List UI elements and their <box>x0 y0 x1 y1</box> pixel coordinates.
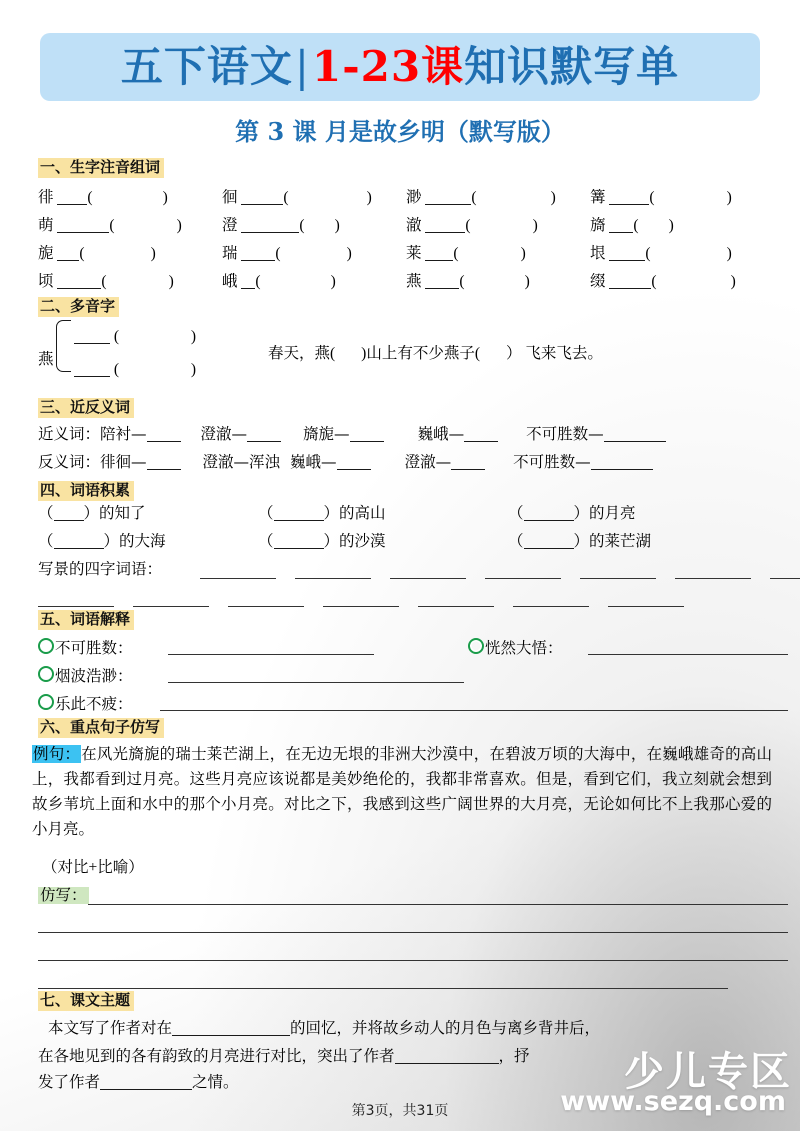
vocab-entry <box>590 274 736 290</box>
paren-open: ( <box>633 217 639 234</box>
definition-blank-2[interactable] <box>588 654 788 655</box>
collocation-tail: ）的莱芒湖 <box>573 533 652 550</box>
banner-part1: 五下语文 <box>120 42 293 91</box>
collocation-tail: ）的月亮 <box>573 505 636 522</box>
four-char-blank[interactable] <box>323 606 399 607</box>
watermark-brand: 少儿专区 <box>624 1049 792 1095</box>
collocation-blank[interactable] <box>274 520 324 521</box>
paren-open: ( <box>471 189 477 206</box>
paren-open: （ <box>38 533 54 550</box>
answer-blank[interactable] <box>350 441 384 442</box>
collocation-blank[interactable] <box>54 520 84 521</box>
theme-blank-3[interactable] <box>100 1089 192 1090</box>
paren-open: （ <box>508 505 524 522</box>
four-char-blank[interactable] <box>38 606 114 607</box>
vocab-entry <box>222 190 372 206</box>
four-char-blank[interactable] <box>513 606 589 607</box>
collocation-item[interactable] <box>258 534 386 550</box>
paren-open: ( <box>283 189 289 206</box>
example-note: （对比+比喻） <box>42 859 144 876</box>
paren-open: ( <box>101 273 107 290</box>
paren-open: ( <box>109 217 115 234</box>
polyphone-blank-2: ( ) <box>74 362 196 378</box>
theme-line-1: 本文写了作者对在 的回忆，并将故乡动人的月色与离乡背井后， <box>48 1019 601 1037</box>
collocation-blank[interactable] <box>54 548 104 549</box>
vocab-char: 旖 <box>590 217 610 234</box>
section-heading-7: 七、课文主题 <box>38 991 134 1011</box>
collocation-item[interactable] <box>38 506 146 522</box>
vocab-char: 垠 <box>590 245 610 262</box>
pinyin-blank[interactable] <box>57 232 109 233</box>
four-char-blank[interactable] <box>295 578 371 579</box>
word-pair <box>513 453 653 471</box>
four-char-blank[interactable] <box>485 578 561 579</box>
definition-item-1: 不可胜数： <box>38 638 133 657</box>
vocab-char: 萌 <box>38 217 58 234</box>
ring-bullet-icon <box>38 694 54 710</box>
antonym-row <box>38 455 653 471</box>
imitate-label: 仿写： <box>40 887 87 904</box>
vocab-entry <box>406 246 526 262</box>
word-pair <box>100 425 201 443</box>
word-pair-label: 巍峨— <box>290 453 337 471</box>
collocation-blank[interactable] <box>524 520 574 521</box>
vocab-char: 瑞 <box>222 245 242 262</box>
pinyin-blank[interactable] <box>241 204 283 205</box>
vocab-entry <box>406 218 538 234</box>
collocation-blank[interactable] <box>274 548 324 549</box>
polyphone-blank-1: ( ) <box>74 329 196 345</box>
word-pair-label: 巍峨— <box>417 425 465 443</box>
definition-blank-3[interactable] <box>168 682 464 683</box>
definition-item-3: 烟波浩渺： <box>38 666 133 685</box>
imitate-blank-line[interactable] <box>88 904 788 905</box>
imitate-label-wrap <box>38 888 89 904</box>
answer-blank[interactable] <box>147 441 181 442</box>
collocation-tail: ）的大海 <box>103 533 166 550</box>
example-label: 例句： <box>33 745 81 763</box>
synonym-row <box>38 427 666 443</box>
word-pair-label: 陪衬— <box>100 425 147 443</box>
paren-close: ) <box>550 189 556 206</box>
section-heading-2: 二、多音字 <box>38 297 119 317</box>
paren-close: ) <box>346 245 352 262</box>
answer-blank[interactable] <box>604 441 666 442</box>
word-pair-label: 不可胜数— <box>526 425 604 443</box>
pinyin-blank[interactable] <box>425 232 465 233</box>
paren-open: ( <box>453 245 459 262</box>
vocab-entry <box>38 274 174 290</box>
pinyin-blank[interactable] <box>425 260 453 261</box>
paren-open: ( <box>459 273 465 290</box>
paren-close: ) <box>532 217 538 234</box>
antonym-label: 反义词： <box>38 453 101 471</box>
page-footer: 第3页，共31页 <box>351 1103 449 1119</box>
paren-open: ( <box>299 217 305 234</box>
banner-part3: 知识默写单 <box>464 42 680 91</box>
word-pair-label: 澄澈— <box>200 425 248 443</box>
pinyin-blank[interactable] <box>241 288 255 289</box>
vocab-char: 缀 <box>590 273 610 290</box>
collocation-item[interactable] <box>258 506 386 522</box>
paren-open: （ <box>508 533 524 550</box>
vocab-char: 峨 <box>222 273 242 290</box>
word-pair-label: 澄澈— <box>404 453 452 471</box>
four-char-label: 写景的四字词语： <box>38 560 163 578</box>
ring-bullet-icon <box>38 638 54 654</box>
paren-close: ) <box>726 189 732 206</box>
word-pair <box>201 425 304 443</box>
title-banner <box>40 33 760 101</box>
vocab-char: 顷 <box>38 273 58 290</box>
four-char-blank[interactable] <box>608 606 684 607</box>
pinyin-blank[interactable] <box>609 288 651 289</box>
word-pair <box>100 453 203 471</box>
word-pair-label: 徘徊— <box>100 453 147 471</box>
imitate-blank-line[interactable] <box>38 988 728 989</box>
vocab-char: 徘 <box>38 189 58 206</box>
word-pair <box>418 425 527 443</box>
watermark-url: www.sezq.com <box>560 1086 786 1117</box>
theme-line-2: 在各地见到的各有韵致的月亮进行对比，突出了作者 ，抒 <box>38 1047 530 1065</box>
example-paragraph <box>32 742 772 842</box>
paren-open: ( <box>79 245 85 262</box>
paren-open: ( <box>645 245 651 262</box>
four-char-blank[interactable] <box>770 578 800 579</box>
ring-bullet-icon <box>38 666 54 682</box>
paren-open: （ <box>258 533 274 550</box>
polyphone-char: 燕 <box>38 351 54 368</box>
ring-bullet-icon <box>468 638 484 654</box>
vocab-char: 莱 <box>406 245 426 262</box>
polyphone-sentence: 春天，燕( )山上有不少燕子( ） 飞来飞去。 <box>268 345 603 362</box>
synonym-label: 近义词： <box>38 425 101 443</box>
paren-open: ( <box>275 245 281 262</box>
vocab-entry <box>406 274 530 290</box>
theme-blank-1[interactable] <box>172 1035 290 1036</box>
collocation-item[interactable] <box>38 534 166 550</box>
four-char-blank[interactable] <box>418 606 494 607</box>
word-pair <box>405 453 514 471</box>
four-char-blank[interactable] <box>133 606 209 607</box>
four-char-blank[interactable] <box>675 578 751 579</box>
theme-line-3: 发了作者 之情。 <box>38 1073 239 1091</box>
section-heading-6: 六、重点句子仿写 <box>38 718 164 738</box>
collocation-tail: ）的高山 <box>323 505 386 522</box>
vocab-entry <box>222 274 336 290</box>
collocation-tail: ）的知了 <box>83 505 146 522</box>
paren-close: ) <box>150 245 156 262</box>
paren-open: （ <box>38 505 54 522</box>
paren-close: ) <box>334 217 340 234</box>
vocab-char: 旎 <box>38 245 58 262</box>
banner-title <box>120 42 680 91</box>
paren-open: ( <box>87 189 93 206</box>
vocab-entry <box>590 218 674 234</box>
collocation-tail: ）的沙漠 <box>323 533 386 550</box>
answer-blank[interactable] <box>337 469 371 470</box>
four-char-blank[interactable] <box>390 578 466 579</box>
section-heading-4: 四、词语积累 <box>38 481 134 501</box>
paren-open: ( <box>255 273 261 290</box>
vocab-entry <box>590 246 732 262</box>
vocab-entry <box>38 246 156 262</box>
paren-open: （ <box>258 505 274 522</box>
paren-close: ) <box>520 245 526 262</box>
vocab-entry <box>222 218 340 234</box>
word-pair <box>290 453 405 471</box>
pinyin-blank[interactable] <box>57 288 101 289</box>
theme-blank-2[interactable] <box>395 1063 499 1064</box>
brace-shape <box>56 320 71 372</box>
paren-close: ) <box>330 273 336 290</box>
section-heading-3: 三、近反义词 <box>38 398 134 418</box>
four-char-blank[interactable] <box>200 578 276 579</box>
imitate-blank-line[interactable] <box>38 932 788 933</box>
word-pair <box>526 425 666 443</box>
paren-open: ( <box>651 273 657 290</box>
paren-close: ) <box>162 189 168 206</box>
word-pair-label: 旖旎— <box>303 425 350 443</box>
paren-close: ) <box>726 245 732 262</box>
vocab-char: 澈 <box>406 217 426 234</box>
vocab-entry <box>222 246 352 262</box>
collocation-item[interactable] <box>508 534 651 550</box>
vocab-entry <box>406 190 556 206</box>
word-pair-label: 不可胜数— <box>513 453 591 471</box>
vocab-entry <box>38 218 182 234</box>
pinyin-blank[interactable] <box>241 260 275 261</box>
definition-item-2: 恍然大悟： <box>468 638 563 657</box>
example-text: 在风光旖旎的瑞士莱芒湖上，在无边无垠的非洲大沙漠中，在碧波万顷的大海中，在巍峨雄奇的高山上，我都看到过月亮。这些月亮应该说都是美妙绝伦的，我都非常喜欢。但是，看到它们，我立刻就会想到故乡苇坑上面和水中的那个小月亮。对比之下，我感到这些广阔世界的大月亮，无论如何比不上我那心爱的小月亮。 <box>32 745 772 838</box>
vocab-char: 燕 <box>406 273 426 290</box>
four-char-blank[interactable] <box>228 606 304 607</box>
collocation-blank[interactable] <box>524 548 574 549</box>
pinyin-blank[interactable] <box>57 260 79 261</box>
pinyin-blank[interactable] <box>609 232 633 233</box>
collocation-item[interactable] <box>508 506 636 522</box>
definition-blank-4[interactable] <box>160 710 788 711</box>
answer-blank[interactable] <box>591 469 653 470</box>
imitate-blank-line[interactable] <box>38 960 788 961</box>
synonym-items <box>100 425 666 443</box>
pinyin-blank[interactable] <box>609 260 645 261</box>
word-pair <box>203 453 291 471</box>
answer-blank[interactable] <box>247 441 281 442</box>
banner-part2: 1-23课 <box>312 42 465 91</box>
pinyin-blank[interactable] <box>57 204 87 205</box>
paren-close: ) <box>524 273 530 290</box>
answer-blank[interactable] <box>147 469 181 470</box>
vocab-char: 澄 <box>222 217 242 234</box>
vocab-char: 徊 <box>222 189 242 206</box>
definition-item-4: 乐此不疲： <box>38 694 133 713</box>
paren-close: ) <box>366 189 372 206</box>
vocab-char: 篝 <box>590 189 610 206</box>
pinyin-blank[interactable] <box>425 288 459 289</box>
word-pair <box>303 425 418 443</box>
paren-close: ) <box>668 217 674 234</box>
answer-blank[interactable] <box>451 469 485 470</box>
section-heading-5: 五、词语解释 <box>38 610 134 630</box>
paren-close: ) <box>730 273 736 290</box>
pinyin-blank[interactable] <box>241 232 299 233</box>
banner-divider: | <box>294 42 311 91</box>
paren-open: ( <box>465 217 471 234</box>
answer-blank[interactable] <box>464 441 498 442</box>
word-pair-label: 澄澈—浑浊 <box>202 453 281 471</box>
pinyin-blank[interactable] <box>425 204 471 205</box>
paren-open: ( <box>649 189 655 206</box>
lesson-subtitle: 第 3 课 月是故乡明（默写版） <box>235 117 565 146</box>
definition-blank-1[interactable] <box>168 654 374 655</box>
vocab-entry <box>38 190 168 206</box>
four-char-blank[interactable] <box>580 578 656 579</box>
pinyin-blank[interactable] <box>609 204 649 205</box>
vocab-char: 渺 <box>406 189 426 206</box>
paren-close: ) <box>176 217 182 234</box>
paren-close: ) <box>168 273 174 290</box>
vocab-entry <box>590 190 732 206</box>
antonym-items <box>100 453 653 471</box>
section-heading-1: 一、生字注音组词 <box>38 158 164 178</box>
